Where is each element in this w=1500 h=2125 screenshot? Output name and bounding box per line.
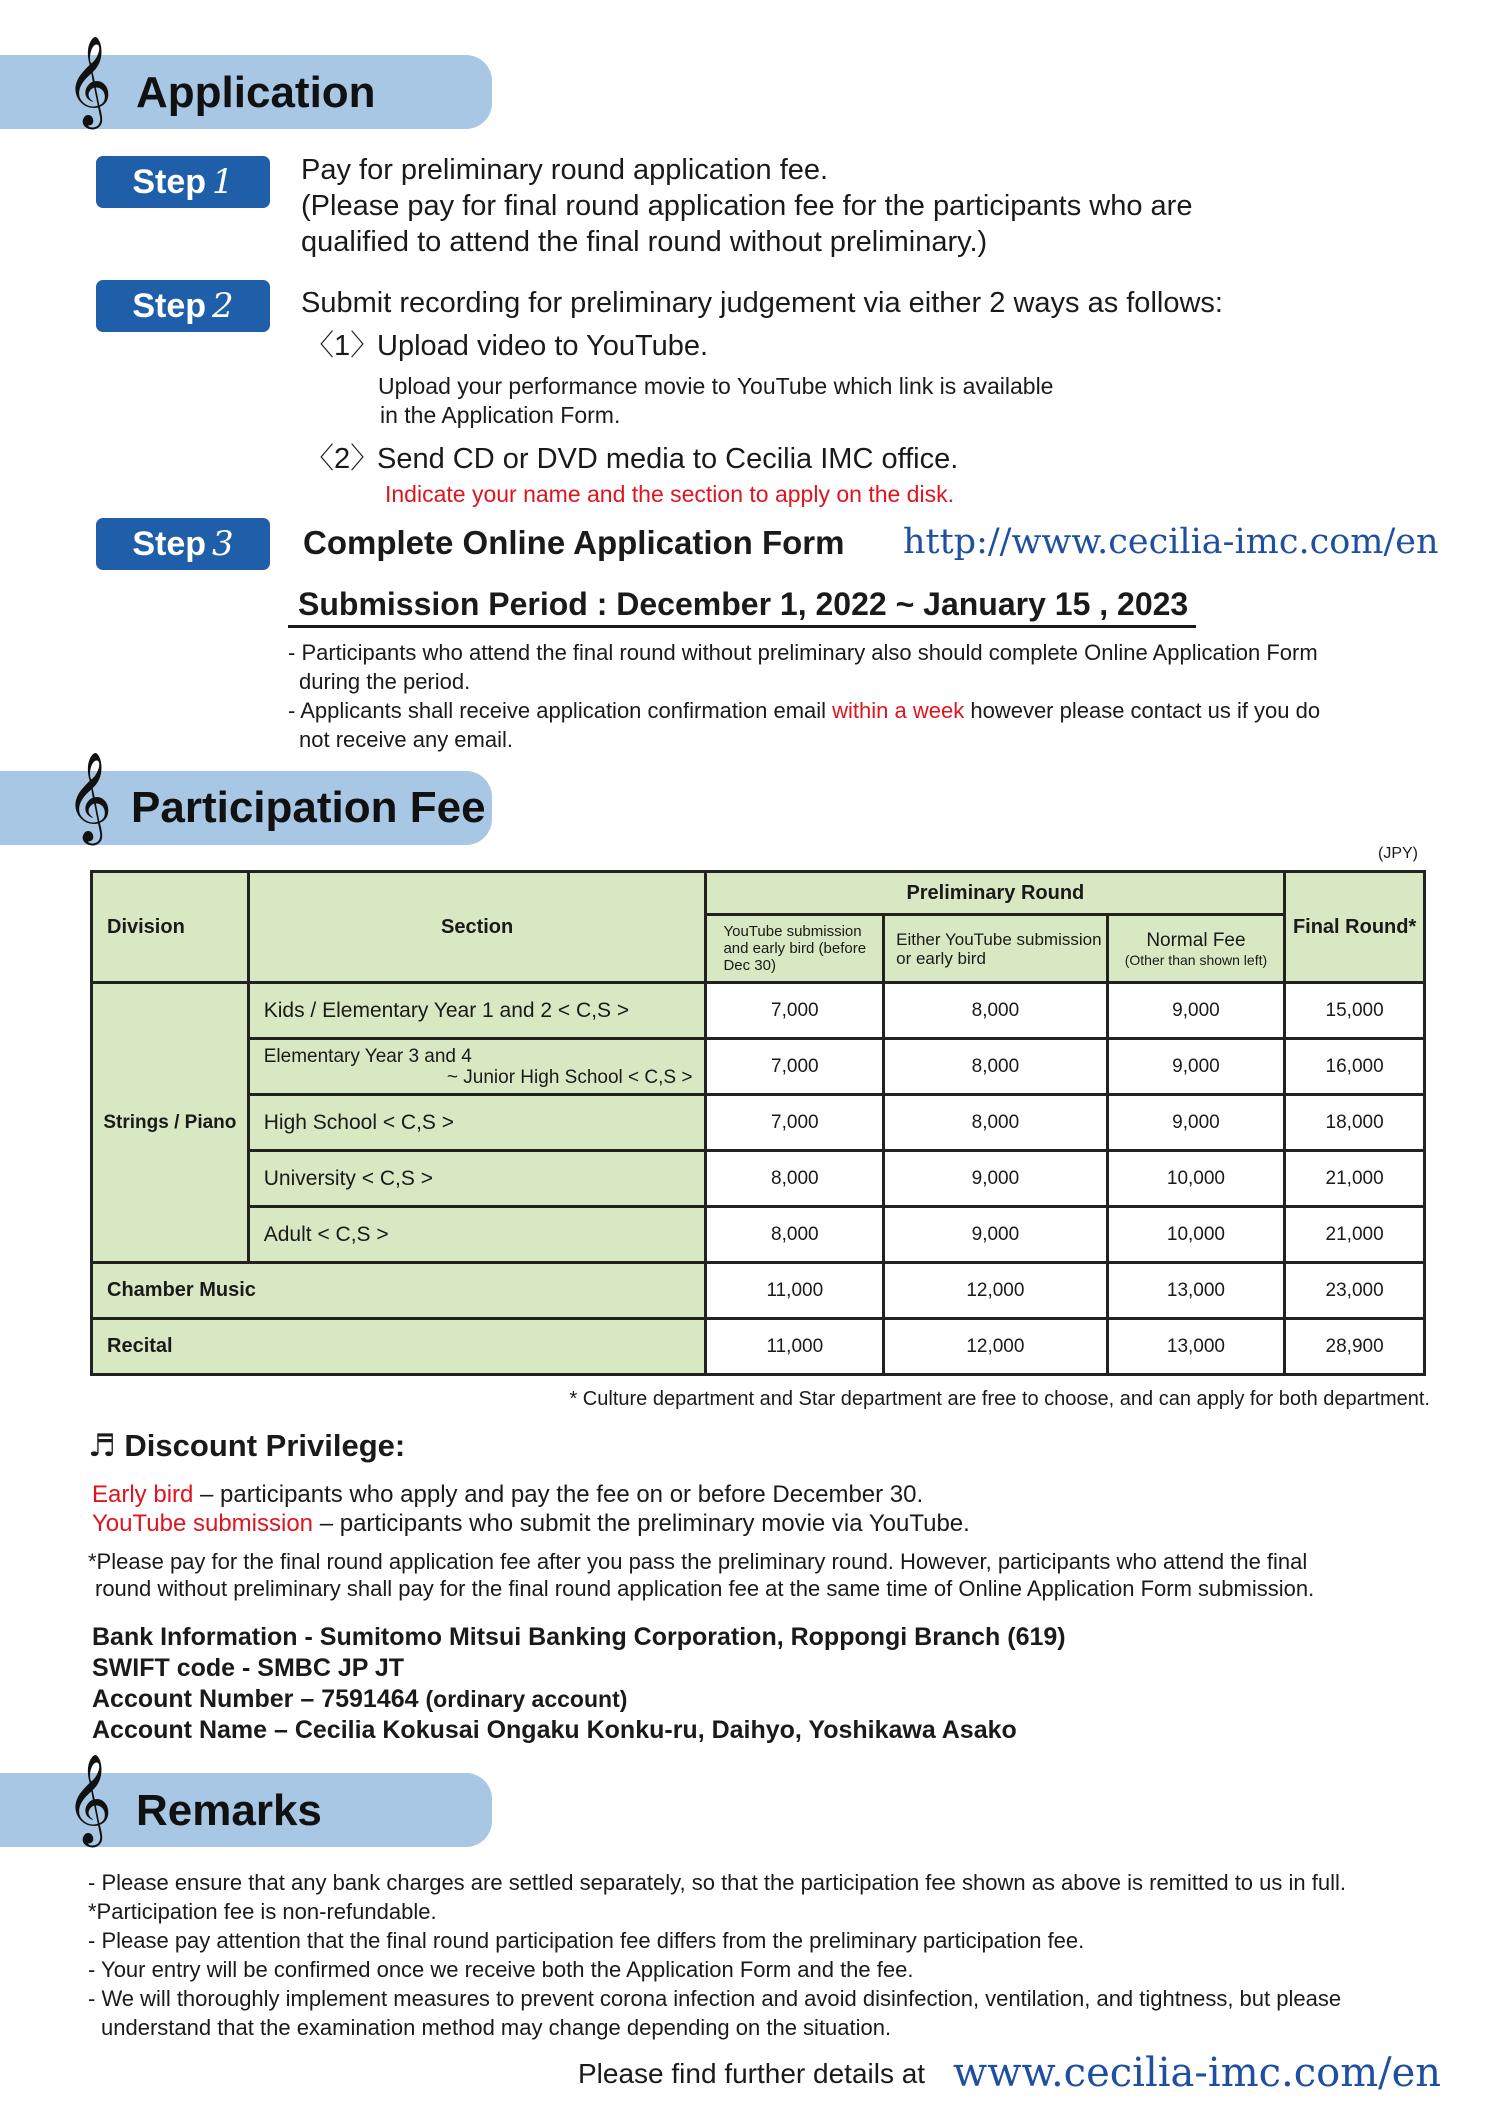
- fee-cell: 28,900: [1285, 1319, 1425, 1375]
- fee-cell: 8,000: [706, 1207, 884, 1263]
- step-1-word: Step: [132, 163, 207, 201]
- step-3-number: 3: [212, 524, 234, 564]
- account-type: (ordinary account): [425, 1686, 628, 1712]
- note-2-highlight: within a week: [832, 698, 965, 723]
- treble-clef-icon: 𝄞: [66, 1754, 113, 1844]
- music-note-icon: ♬: [88, 1428, 116, 1464]
- chamber-music-division: Chamber Music: [92, 1263, 706, 1319]
- footer-text: Please find further details at: [578, 2058, 926, 2089]
- step-2-intro: Submit recording for preliminary judgement via either 2 ways as follows:: [301, 287, 1223, 319]
- preliminary-header: Preliminary Round: [706, 872, 1285, 915]
- note-2-text: - Applicants shall receive application confirmation email: [288, 698, 833, 723]
- application-title: Application: [136, 68, 376, 117]
- table-row: [92, 1263, 1425, 1319]
- note-1-line-2: during the period.: [299, 669, 471, 694]
- discount-note-1: *Please pay for the final round application fee after you pass the preliminary round. However, participants who attend the final: [88, 1549, 1308, 1574]
- step-2-word: Step: [132, 287, 207, 325]
- table-row: [92, 1207, 1425, 1263]
- fee-cell: 13,000: [1107, 1263, 1285, 1319]
- early-bird-label: Early bird: [92, 1481, 194, 1508]
- fee-cell: 10,000: [1107, 1207, 1285, 1263]
- note-1-line-1: - Participants who attend the final round without preliminary also should complete Online Application Form: [288, 640, 1318, 665]
- step-2-number: 2: [212, 286, 234, 326]
- account-name: Account Name – Cecilia Kokusai Ongaku Konku-ru, Daihyo, Yoshikawa Asako: [92, 1716, 1017, 1744]
- final-round-header: Final Round*: [1285, 872, 1425, 983]
- swift-code: SWIFT code - SMBC JP JT: [92, 1654, 405, 1682]
- table-row: [92, 1319, 1425, 1375]
- footer-website-link[interactable]: www.cecilia-imc.com/en: [953, 2050, 1442, 2096]
- fee-cell: 7,000: [706, 1095, 884, 1151]
- fee-table: [90, 870, 1426, 1376]
- section-cell: High School < C,S >: [248, 1095, 706, 1151]
- remark-line: - Please pay attention that the final round participation fee differs from the preliminary participation fee.: [88, 1928, 1085, 1953]
- application-form-link[interactable]: http://www.cecilia-imc.com/en: [903, 522, 1439, 562]
- note-2-line-2: not receive any email.: [299, 727, 513, 752]
- section-cell: Kids / Elementary Year 1 and 2 < C,S >: [248, 983, 706, 1039]
- note-2-line-1: [288, 696, 1320, 725]
- fee-cell: 21,000: [1285, 1151, 1425, 1207]
- youtube-label: YouTube submission: [92, 1510, 314, 1537]
- normal-fee-header: [1107, 915, 1285, 983]
- recital-division: Recital: [92, 1319, 706, 1375]
- treble-clef-icon: 𝄞: [66, 752, 113, 842]
- step-2-option-2-marker: 〈2〉: [305, 443, 380, 475]
- table-row: [92, 1095, 1425, 1151]
- fee-cell: 9,000: [884, 1207, 1108, 1263]
- step-2-option-2-title: Send CD or DVD media to Cecilia IMC office.: [377, 443, 959, 475]
- fee-cell: 9,000: [1107, 983, 1285, 1039]
- account-number-value: Account Number – 7591464: [92, 1685, 419, 1713]
- fee-cell: 16,000: [1285, 1039, 1425, 1095]
- fee-footnote: * Culture department and Star department are free to choose, and can apply for both department.: [569, 1388, 1430, 1410]
- fee-cell: 15,000: [1285, 983, 1425, 1039]
- submission-period: Submission Period : December 1, 2022 ~ January 15 , 2023: [288, 586, 1196, 628]
- fee-cell: 10,000: [1107, 1151, 1285, 1207]
- step-2-option-1-desc-2: in the Application Form.: [380, 402, 621, 428]
- step-3-title: Complete Online Application Form: [303, 524, 845, 561]
- fee-cell: 8,000: [706, 1151, 884, 1207]
- fee-cell: 11,000: [706, 1263, 884, 1319]
- remark-line: - Your entry will be confirmed once we receive both the Application Form and the fee.: [88, 1957, 914, 1982]
- fee-cell: 9,000: [1107, 1095, 1285, 1151]
- step-2-badge: [96, 280, 270, 332]
- step-1-line-1: Pay for preliminary round application fee.: [301, 154, 829, 186]
- discount-note-2: round without preliminary shall pay for the final round application fee at the same time of Online Application Form submission.: [95, 1576, 1315, 1601]
- step-3-badge: [96, 518, 270, 570]
- fee-cell: 9,000: [884, 1151, 1108, 1207]
- fee-cell: 18,000: [1285, 1095, 1425, 1151]
- fee-cell: 8,000: [884, 1039, 1108, 1095]
- remark-line: - Please ensure that any bank charges are settled separately, so that the participation fee shown as above is remitted to us in full.: [88, 1870, 1346, 1895]
- section-cell: [248, 1039, 706, 1095]
- fee-cell: 8,000: [884, 1095, 1108, 1151]
- fee-cell: 7,000: [706, 983, 884, 1039]
- section-cell: Adult < C,S >: [248, 1207, 706, 1263]
- table-row: [92, 1151, 1425, 1207]
- normal-fee-note: (Other than shown left): [1124, 951, 1268, 968]
- discount-title: Discount Privilege:: [124, 1428, 406, 1463]
- remark-line: understand that the examination method may change depending on the situation.: [101, 2015, 892, 2040]
- fee-cell: 12,000: [884, 1319, 1108, 1375]
- section-cell: University < C,S >: [248, 1151, 706, 1207]
- fee-cell: 21,000: [1285, 1207, 1425, 1263]
- account-number: [92, 1684, 627, 1715]
- fee-cell: 23,000: [1285, 1263, 1425, 1319]
- fee-title: Participation Fee: [131, 783, 486, 832]
- fee-cell: 11,000: [706, 1319, 884, 1375]
- youtube-text: – participants who submit the preliminary movie via YouTube.: [313, 1510, 970, 1537]
- fee-cell: 8,000: [884, 983, 1108, 1039]
- fee-cell: 7,000: [706, 1039, 884, 1095]
- strings-piano-division: Strings / Piano: [92, 983, 249, 1263]
- early-bird-line: [92, 1480, 923, 1509]
- section-line-2: ~ Junior High School < C,S >: [446, 1066, 693, 1088]
- step-1-number: 1: [212, 162, 234, 202]
- step-2-option-1-marker: 〈1〉: [305, 330, 380, 362]
- remarks-title: Remarks: [136, 1786, 322, 1835]
- note-2-text-after: however please contact us if you do: [964, 698, 1321, 723]
- normal-fee-label: Normal Fee: [1146, 929, 1246, 951]
- section-header: Section: [248, 872, 706, 983]
- section-line-1: Elementary Year 3 and 4: [263, 1045, 472, 1067]
- bank-information: Bank Information - Sumitomo Mitsui Banking Corporation, Roppongi Branch (619): [92, 1623, 1066, 1651]
- currency-label: (JPY): [1378, 845, 1418, 862]
- table-row: [92, 1039, 1425, 1095]
- step-1-line-2: (Please pay for final round application fee for the participants who are: [301, 190, 1193, 222]
- step-1-badge: [96, 156, 270, 208]
- fee-cell: 12,000: [884, 1263, 1108, 1319]
- discount-heading: [88, 1428, 405, 1464]
- step-2-option-1-title: Upload video to YouTube.: [377, 330, 709, 362]
- step-2-disk-note: Indicate your name and the section to apply on the disk.: [385, 481, 954, 507]
- youtube-line: [92, 1509, 970, 1538]
- step-3-word: Step: [132, 525, 207, 563]
- fee-cell: 13,000: [1107, 1319, 1285, 1375]
- treble-clef-icon: 𝄞: [66, 36, 113, 126]
- step-1-line-3: qualified to attend the final round without preliminary.): [301, 226, 988, 258]
- table-row: [92, 983, 1425, 1039]
- early-bird-text: – participants who apply and pay the fee on or before December 30.: [193, 1481, 924, 1508]
- remark-line: - We will thoroughly implement measures to prevent corona infection and avoid disinfection, ventilation, and tightness, but please: [88, 1986, 1342, 2011]
- fee-cell: 9,000: [1107, 1039, 1285, 1095]
- either-header: Either YouTube submission or early bird: [884, 915, 1108, 983]
- step-2-option-1-desc-1: Upload your performance movie to YouTube which link is available: [378, 373, 1054, 399]
- youtube-early-bird-header: YouTube submission and early bird (before Dec 30): [706, 915, 884, 983]
- division-header: Division: [92, 872, 249, 983]
- remark-line: *Participation fee is non-refundable.: [88, 1899, 437, 1924]
